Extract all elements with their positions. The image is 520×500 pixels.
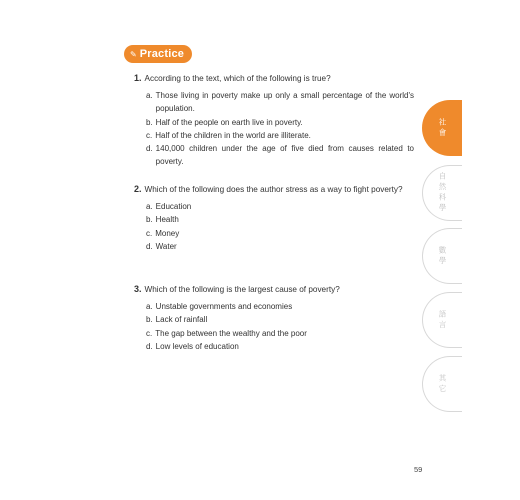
option-letter: b. (146, 215, 153, 225)
tab-label: 其它 (438, 373, 447, 395)
tab-other[interactable] (422, 356, 462, 412)
question-text: According to the text, which of the following is true? (144, 74, 331, 83)
option-b[interactable] (146, 213, 414, 226)
option-text: Unstable governments and economies (155, 302, 293, 311)
tab-label: 社會 (438, 117, 447, 139)
option-b[interactable] (146, 313, 414, 326)
option-letter: d. (146, 341, 153, 351)
option-c[interactable] (146, 327, 414, 340)
practice-label: Practice (139, 48, 185, 60)
option-letter: d. (146, 144, 153, 154)
option-text: The gap between the wealthy and the poor (155, 328, 307, 338)
option-letter: a. (146, 302, 153, 311)
tab-natural-science[interactable] (422, 165, 462, 221)
option-text: Lack of rainfall (155, 315, 208, 325)
option-c[interactable] (146, 227, 414, 240)
tab-label: 自然科學 (438, 172, 447, 214)
question-text: Which of the following is the largest cause of poverty? (144, 285, 340, 294)
question-prompt (134, 283, 414, 296)
option-b[interactable] (146, 116, 414, 129)
tab-label: 數學 (438, 245, 447, 267)
options-list (146, 200, 414, 253)
option-text: Education (155, 202, 192, 211)
option-text: Water (155, 241, 177, 251)
tab-language[interactable] (422, 292, 462, 348)
option-letter: c. (146, 328, 153, 338)
option-d[interactable] (146, 340, 414, 353)
option-letter: d. (146, 241, 153, 251)
option-text: Health (155, 215, 179, 225)
option-letter: c. (146, 130, 153, 140)
question-prompt (134, 183, 414, 196)
option-text: Half of the people on earth live in poverty. (155, 117, 303, 127)
option-text: Money (155, 228, 180, 238)
tab-label: 語言 (438, 309, 447, 331)
question-number: 3. (134, 284, 142, 294)
question-1 (134, 72, 414, 169)
options-list (146, 300, 414, 353)
option-letter: b. (146, 315, 153, 325)
pencil-icon: ✎ (130, 49, 137, 59)
options-list (146, 89, 414, 169)
option-d[interactable] (146, 142, 414, 169)
option-text: 140,000 children under the age of five died from causes related to poverty. (155, 144, 414, 167)
question-text: Which of the following does the author stress as a way to fight poverty? (144, 185, 403, 194)
option-d[interactable] (146, 240, 414, 253)
option-a[interactable] (146, 200, 414, 213)
option-letter: a. (146, 91, 153, 100)
option-letter: a. (146, 202, 153, 211)
page-number: 59 (414, 465, 423, 474)
question-number: 1. (134, 73, 142, 83)
question-prompt (134, 72, 414, 85)
question-number: 2. (134, 184, 142, 194)
option-a[interactable] (146, 300, 414, 313)
option-text: Half of the children in the world are illiterate. (155, 130, 311, 140)
tab-math[interactable] (422, 228, 462, 284)
option-letter: b. (146, 117, 153, 127)
question-2 (134, 183, 414, 253)
question-3 (134, 283, 414, 353)
option-c[interactable] (146, 129, 414, 142)
option-text: Low levels of education (155, 341, 239, 351)
practice-badge (124, 45, 192, 63)
option-a[interactable] (146, 89, 414, 116)
tab-society[interactable] (422, 100, 462, 156)
option-text: Those living in poverty make up only a small percentage of the world's population. (155, 91, 414, 114)
option-letter: c. (146, 228, 153, 238)
